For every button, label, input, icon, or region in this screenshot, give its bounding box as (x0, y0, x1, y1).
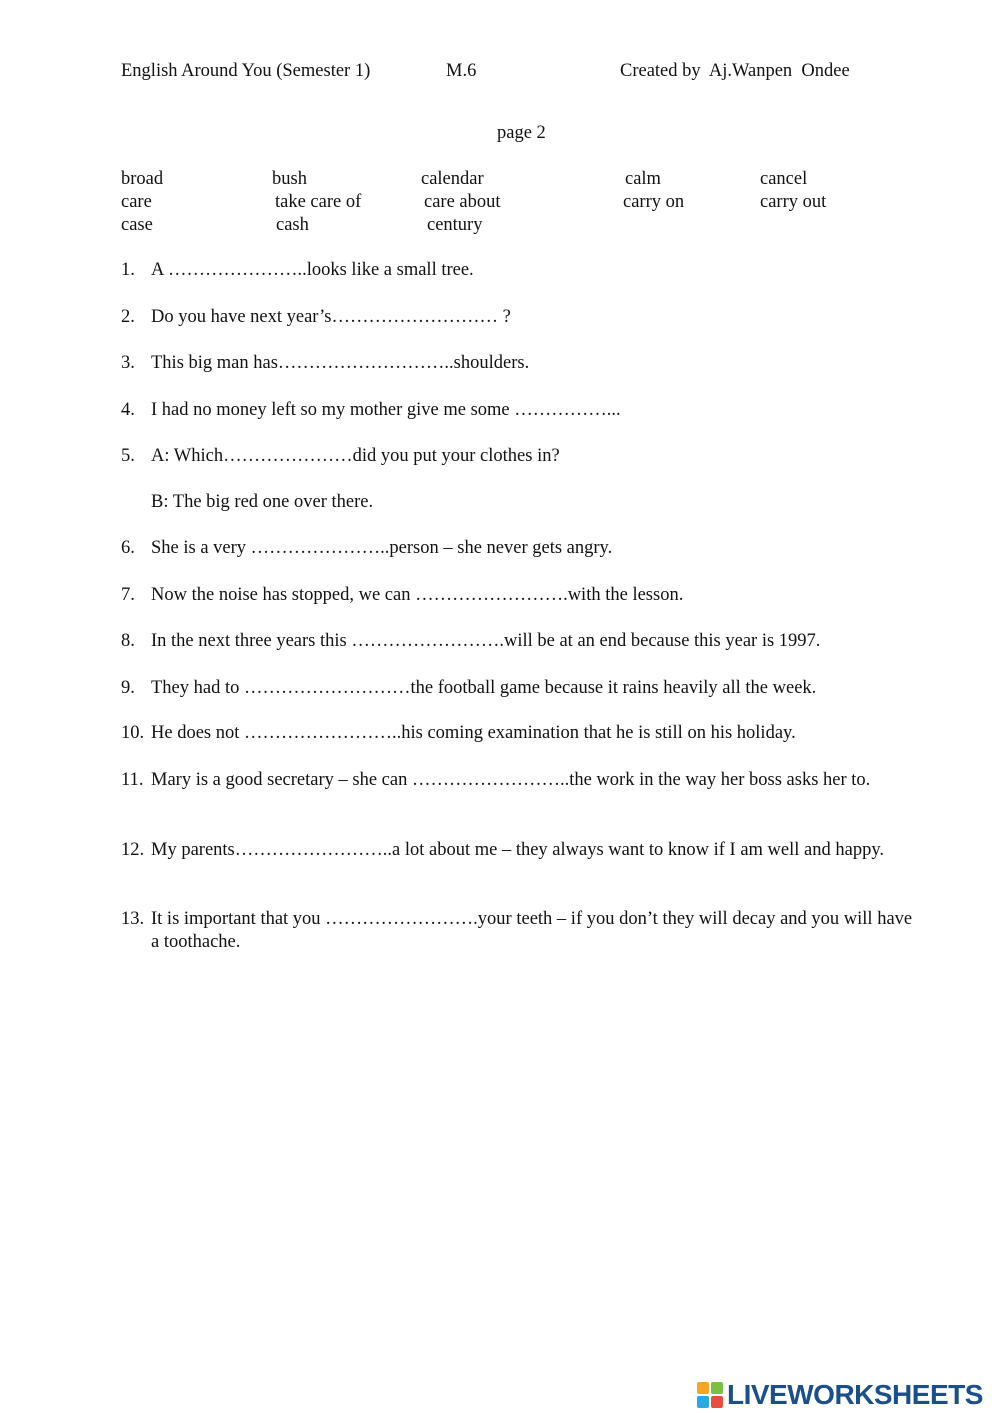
question-text: A …………………..looks like a small tree. (151, 260, 474, 280)
word-bank-item: calm (625, 169, 661, 189)
question-number: 10. (121, 723, 145, 743)
word-bank-item: bush (272, 169, 307, 189)
liveworksheets-logo (697, 1380, 983, 1410)
question-text: Mary is a good secretary – she can ……………………..the work in the way her boss asks her to. (151, 770, 871, 790)
word-bank-item: carry on (623, 192, 685, 212)
word-bank-item: broad (121, 169, 164, 189)
question-text: She is a very …………………..person – she never gets angry. (151, 538, 613, 558)
question-number: 2. (121, 307, 135, 327)
word-bank-item: cash (276, 215, 309, 235)
question-number: 6. (121, 538, 135, 558)
question-text: This big man has………………………..shoulders. (151, 353, 530, 373)
page-number: page 2 (497, 123, 546, 143)
word-bank-item: cancel (760, 169, 808, 189)
question-text: B: The big red one over there. (151, 492, 374, 512)
question-number: 1. (121, 260, 135, 280)
question-number: 3. (121, 353, 135, 373)
liveworksheets-brand: LIVEWORKSHEETS (727, 1379, 983, 1410)
word-bank-item: carry out (760, 192, 827, 212)
question-text: A: Which…………………did you put your clothes in? (151, 446, 560, 466)
question-text: In the next three years this …………………….will be at an end because this year is 1997. (151, 631, 821, 651)
question-text: They had to ………………………the football game because it rains heavily all the week. (151, 678, 817, 698)
question-text: I had no money left so my mother give me some ……………... (151, 400, 621, 420)
liveworksheets-mark-icon (697, 1382, 723, 1408)
word-bank-item: care about (424, 192, 501, 212)
question-number: 13. (121, 909, 145, 929)
question-number: 11. (121, 770, 144, 790)
question-text: Do you have next year’s……………………… ? (151, 307, 511, 327)
course-title: English Around You (Semester 1) (121, 61, 371, 81)
level-label: M.6 (446, 61, 477, 81)
question-number: 4. (121, 400, 135, 420)
question-number: 7. (121, 585, 135, 605)
question-text: He does not ……………………..his coming examination that he is still on his holiday. (151, 723, 796, 743)
question-number: 8. (121, 631, 135, 651)
question-number: 12. (121, 840, 145, 860)
question-number: 5. (121, 446, 135, 466)
word-bank-item: care (121, 192, 152, 212)
question-number: 9. (121, 678, 135, 698)
word-bank-item: take care of (275, 192, 362, 212)
author-credit: Created by Aj.Wanpen Ondee (620, 61, 850, 81)
word-bank-item: case (121, 215, 153, 235)
word-bank-item: calendar (421, 169, 484, 189)
word-bank-item: century (427, 215, 483, 235)
question-text: My parents……………………..a lot about me – they always want to know if I am well and happy. (151, 840, 885, 860)
question-text: It is important that you …………………….your teeth – if you don’t they will decay and you will have a toothache. (151, 909, 913, 952)
question-text: Now the noise has stopped, we can …………………….with the lesson. (151, 585, 684, 605)
